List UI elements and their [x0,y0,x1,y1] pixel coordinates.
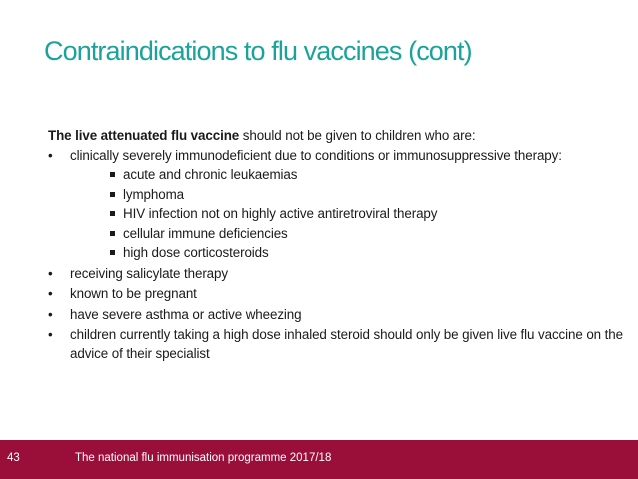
page-number: 43 [7,452,20,464]
sub-bullet-text: acute and chronic leukaemias [123,167,298,182]
bullet-item [48,264,633,283]
bullet-mark: • [48,286,53,301]
sub-bullet-text: lymphoma [123,186,184,202]
bullet-mark: • [48,265,53,281]
square-bullet-icon [110,192,115,197]
sub-bullet-item [110,204,633,223]
bullet-item [48,305,633,324]
sub-bullet-text: HIV infection not on highly active antiretroviral therapy [123,206,438,221]
bullet-mark: • [48,327,53,342]
bullet-list [48,146,633,363]
bullet-item [48,325,633,363]
bullet-text: children currently taking a high dose inhaled steroid should only be given live flu vaccine on the advice of their specialist [70,327,623,361]
bullet-text: have severe asthma or active wheezing [70,306,302,322]
square-bullet-icon [110,250,115,255]
square-bullet-icon [110,172,115,177]
square-bullet-icon [110,211,115,216]
sub-bullet-list [70,165,633,262]
bullet-text: known to be pregnant [70,286,197,301]
intro-paragraph [48,126,633,145]
bullet-text: clinically severely immunodeficient due to conditions or immunosuppressive therapy: [70,148,562,163]
sub-bullet-item [110,185,633,204]
slide-body [48,126,633,365]
sub-bullet-text: high dose corticosteroids [123,245,269,260]
slide-title: Contraindications to flu vaccines (cont) [44,36,472,66]
footer-title: The national flu immunisation programme 2017/18 [75,452,332,464]
sub-bullet-item [110,165,633,184]
sub-bullet-item [110,243,633,262]
bullet-text: receiving salicylate therapy [70,265,228,281]
intro-bold-text: The live attenuated flu vaccine [48,128,240,143]
square-bullet-icon [110,231,115,236]
bullet-item [48,146,633,262]
intro-text: should not be given to children who are: [239,128,476,143]
sub-bullet-item [110,224,633,243]
sub-bullet-text: cellular immune deficiencies [123,225,288,241]
footer-bar [0,440,638,479]
bullet-mark: • [48,148,53,163]
bullet-mark: • [48,306,53,322]
bullet-item [48,284,633,303]
